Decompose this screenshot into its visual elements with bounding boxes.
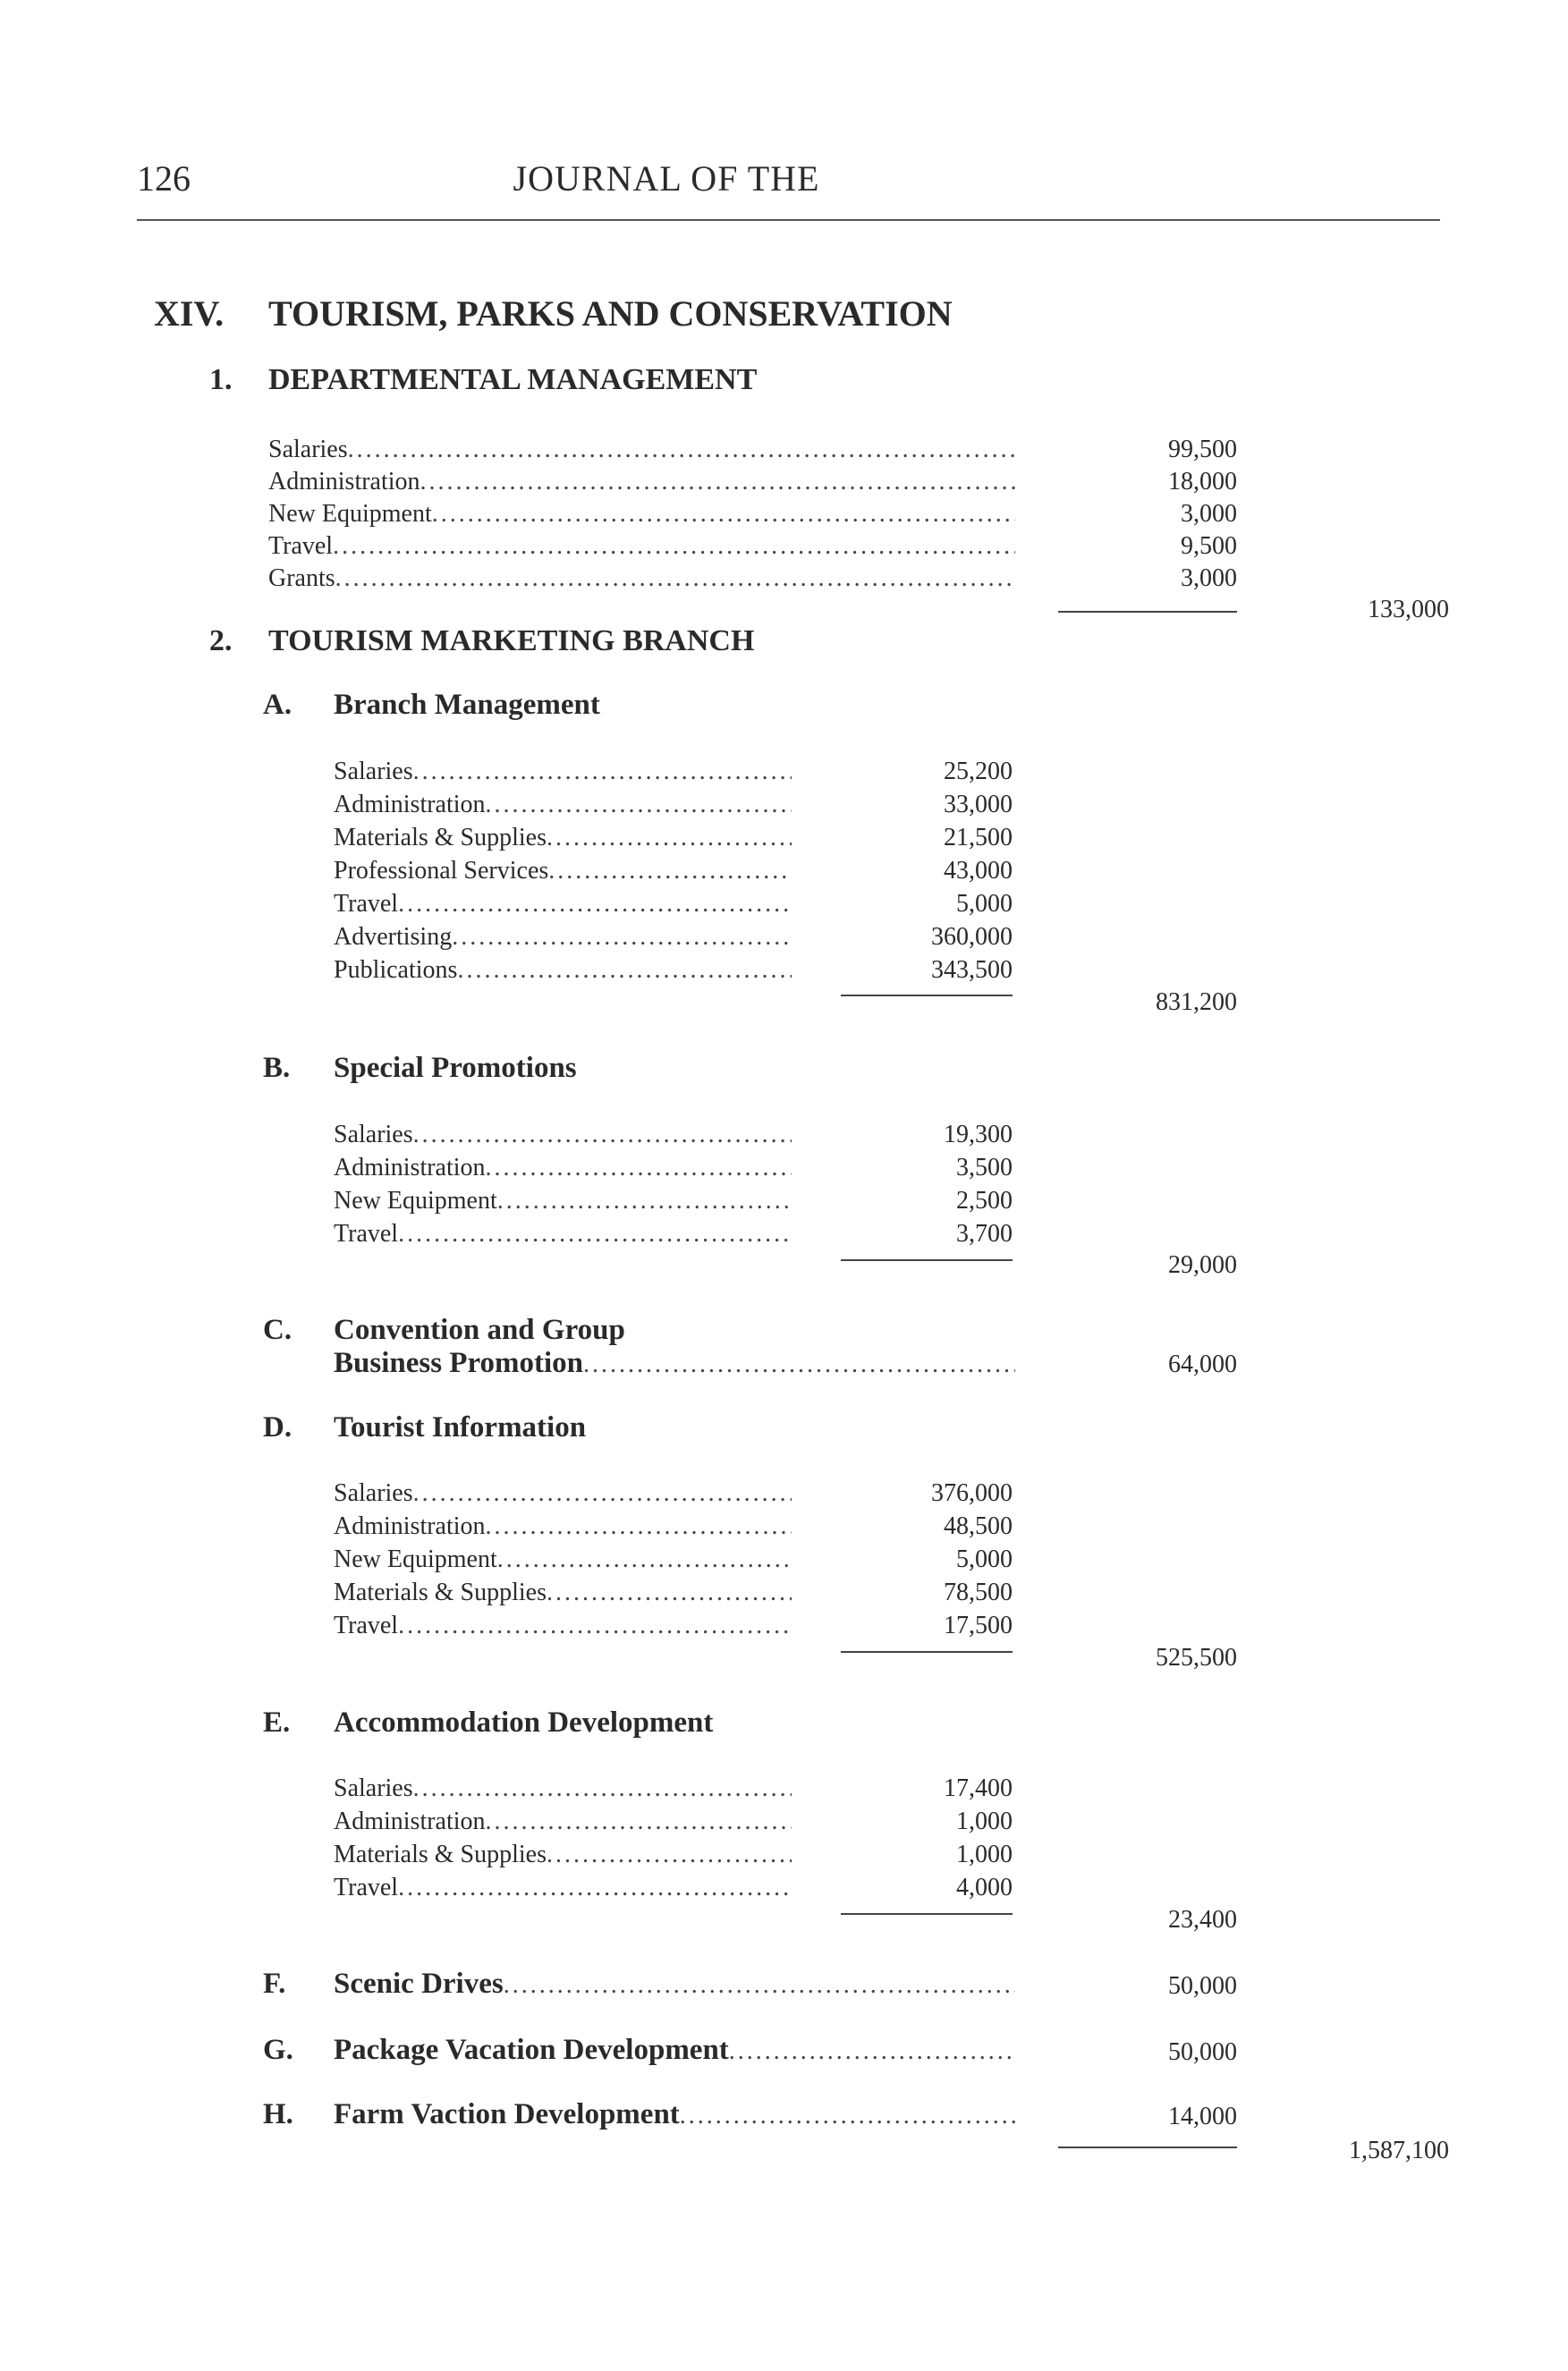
line-item: Salaries . . . <box>334 1119 792 1151</box>
line-item: New Equipment . . . <box>268 498 1015 530</box>
line-item: Materials & Supplies . . . <box>334 1577 792 1609</box>
line-item: Publications . . . <box>334 954 792 987</box>
farm-vacation-total: 14,000 <box>1168 2103 1237 2130</box>
subsection-letter: B. <box>263 1052 291 1084</box>
subsection-letter: D. <box>263 1411 292 1444</box>
line-item: Travel . . . <box>334 888 792 920</box>
line-item: Materials & Supplies . . . <box>334 1839 792 1871</box>
subtotal-rule <box>841 995 1013 996</box>
line-item: Salaries . . . <box>334 1773 792 1805</box>
subtotal-rule <box>841 1259 1013 1261</box>
subsection-title-line2: Business Promotion . . . <box>334 1347 1015 1380</box>
line-item: Travel . . . <box>334 1872 792 1904</box>
line-amount: 360,000 <box>931 923 1013 951</box>
subsection-letter: A. <box>263 689 292 721</box>
line-amount: 18,000 <box>1168 468 1237 495</box>
section-title: TOURISM, PARKS AND CONSERVATION <box>268 293 953 334</box>
line-amount: 3,700 <box>956 1220 1013 1248</box>
line-amount: 1,000 <box>956 1808 1013 1835</box>
line-amount: 19,300 <box>944 1121 1013 1148</box>
tourism-marketing-total: 1,587,100 <box>1349 2137 1449 2164</box>
line-item: New Equipment . . . <box>334 1544 792 1576</box>
line-item: Grants . . . <box>268 563 1015 595</box>
line-item: Salaries . . . <box>334 1478 792 1510</box>
subsection-letter: H. <box>263 2098 293 2130</box>
line-amount: 3,000 <box>1181 500 1237 528</box>
line-amount: 2,500 <box>956 1187 1013 1215</box>
line-item: Advertising . . . <box>334 921 792 953</box>
line-amount: 17,400 <box>944 1774 1013 1802</box>
subsection-title: Farm Vaction Development . . . <box>334 2098 1015 2131</box>
line-item: Salaries . . . <box>268 434 1015 466</box>
accommodation-total: 23,400 <box>1168 1906 1237 1934</box>
departmental-management-number: 1. <box>209 363 233 396</box>
subtotal-rule <box>841 1913 1013 1915</box>
subtotal-rule <box>1058 2147 1237 2148</box>
line-amount: 78,500 <box>944 1579 1013 1606</box>
subsection-title: Scenic Drives . . . <box>334 1968 1015 2001</box>
line-amount: 99,500 <box>1168 436 1237 463</box>
line-amount: 21,500 <box>944 824 1013 851</box>
convention-total: 64,000 <box>1168 1351 1237 1378</box>
line-amount: 25,200 <box>944 758 1013 785</box>
line-item: Administration . . . <box>334 1511 792 1543</box>
line-amount: 43,000 <box>944 857 1013 885</box>
line-item: Materials & Supplies . . . <box>334 822 792 854</box>
package-vacation-total: 50,000 <box>1168 2038 1237 2066</box>
subtotal-rule <box>1058 611 1237 613</box>
line-item: Travel . . . <box>334 1610 792 1642</box>
tourism-marketing-title: TOURISM MARKETING BRANCH <box>268 624 755 657</box>
line-amount: 17,500 <box>944 1612 1013 1639</box>
subsection-letter: C. <box>263 1314 292 1346</box>
subsection-title: Branch Management <box>334 689 600 721</box>
line-item: Administration . . . <box>334 789 792 821</box>
line-amount: 4,000 <box>956 1874 1013 1901</box>
section-number: XIV. <box>154 293 225 334</box>
line-item: Administration . . . <box>334 1806 792 1838</box>
subsection-title: Convention and Group <box>334 1314 625 1346</box>
subtotal-rule <box>841 1651 1013 1653</box>
line-item: Administration . . . <box>268 466 1015 498</box>
line-amount: 5,000 <box>956 1545 1013 1573</box>
page-number: 126 <box>137 158 191 199</box>
subsection-letter: F. <box>263 1968 286 2000</box>
subsection-title: Tourist Information <box>334 1411 587 1444</box>
line-amount: 3,500 <box>956 1154 1013 1181</box>
subsection-letter: E. <box>263 1706 291 1739</box>
branch-management-total: 831,200 <box>1156 988 1237 1016</box>
departmental-management-total: 133,000 <box>1368 596 1449 623</box>
line-item: Administration . . . <box>334 1152 792 1184</box>
tourism-marketing-number: 2. <box>209 624 233 657</box>
scenic-drives-total: 50,000 <box>1168 1972 1237 2000</box>
line-amount: 9,500 <box>1181 532 1237 560</box>
line-amount: 1,000 <box>956 1841 1013 1868</box>
line-item: New Equipment . . . <box>334 1185 792 1217</box>
special-promotions-total: 29,000 <box>1168 1251 1237 1279</box>
line-item: Travel . . . <box>334 1218 792 1250</box>
header-rule <box>137 219 1440 221</box>
subsection-letter: G. <box>263 2034 293 2066</box>
tourist-information-total: 525,500 <box>1156 1644 1237 1672</box>
line-amount: 343,500 <box>931 956 1013 984</box>
subsection-title: Special Promotions <box>334 1052 577 1084</box>
line-amount: 376,000 <box>931 1479 1013 1507</box>
subsection-title: Accommodation Development <box>334 1706 714 1739</box>
running-head: JOURNAL OF THE <box>513 158 820 199</box>
line-item: Salaries . . . <box>334 756 792 788</box>
line-amount: 33,000 <box>944 791 1013 818</box>
line-amount: 48,500 <box>944 1512 1013 1540</box>
line-item: Professional Services . . . <box>334 855 792 887</box>
line-amount: 5,000 <box>956 890 1013 918</box>
line-amount: 3,000 <box>1181 564 1237 592</box>
line-item: Travel . . . <box>268 530 1015 563</box>
subsection-title: Package Vacation Development . . . <box>334 2034 1015 2067</box>
departmental-management-title: DEPARTMENTAL MANAGEMENT <box>268 363 758 396</box>
